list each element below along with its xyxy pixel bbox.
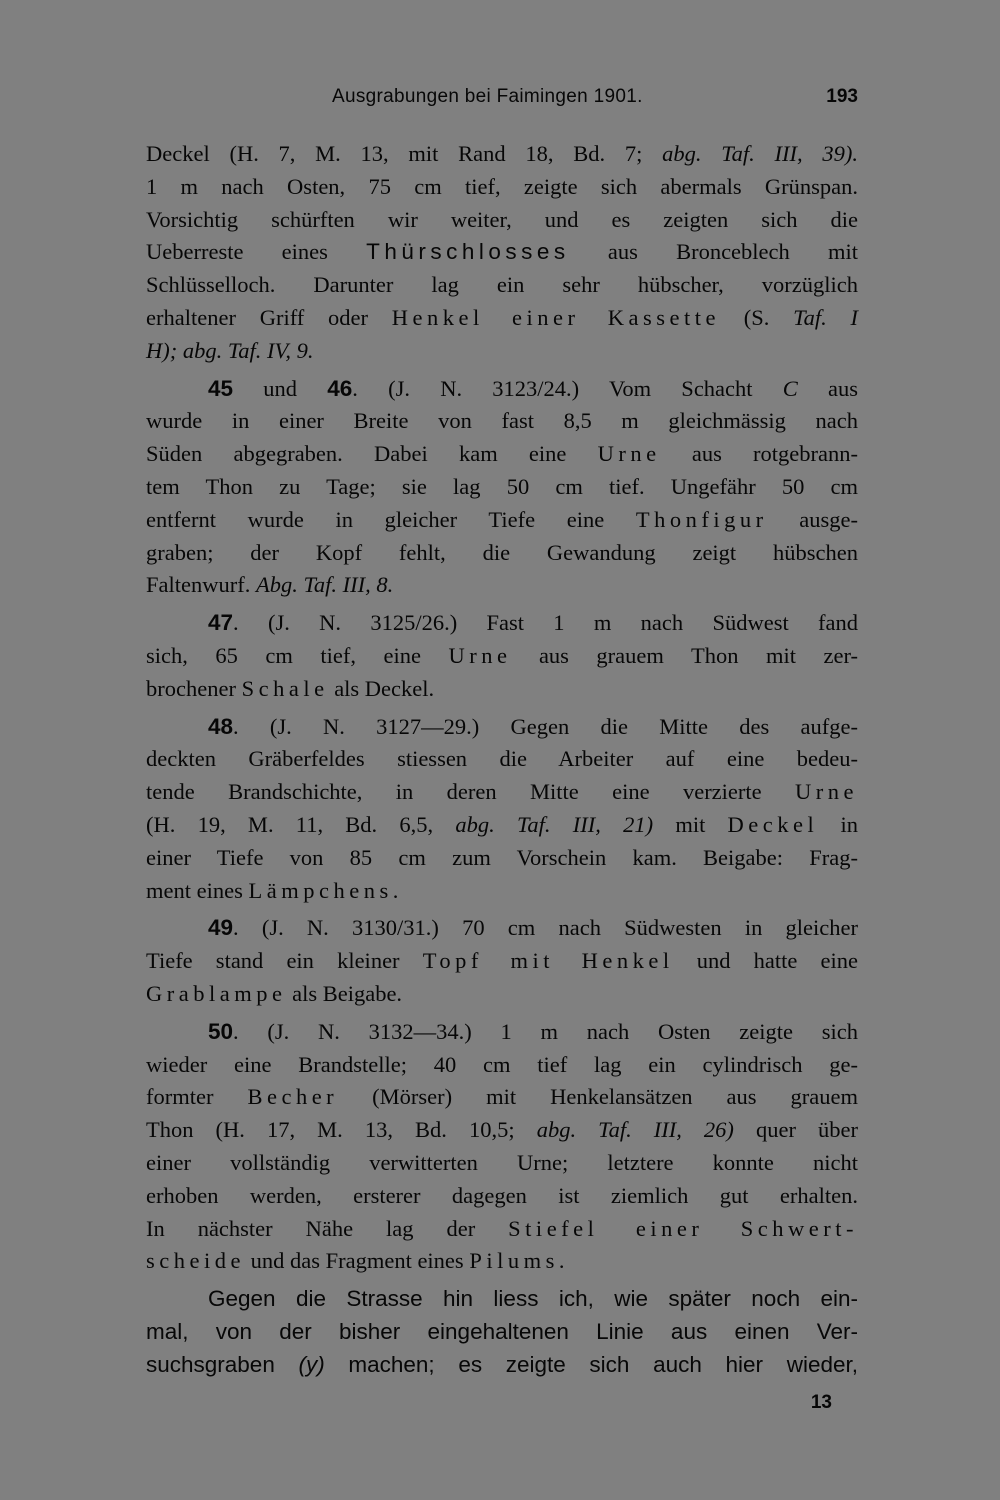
text-line: 1 m nach Osten, 75 cm tief, zeigte sich abermals Grünspan. xyxy=(146,173,858,199)
paragraph-49: 49. (J. N. 3130/31.) 70 cm nach Südwesten in gleicher xyxy=(208,915,858,941)
text-line: ment eines Lämpchens. xyxy=(146,877,399,903)
text-line: wurde in einer Breite von fast 8,5 m gleichmässig nach xyxy=(146,408,858,434)
text-line: einer Tiefe von 85 cm zum Vorschein kam. Beigabe: Frag- xyxy=(146,844,858,870)
text-line: (H. 19, M. 11, Bd. 6,5, abg. Taf. III, 21) mit Deckel in xyxy=(146,811,858,837)
spaced-term: Thürschlosses xyxy=(366,239,570,265)
spaced-term: Henkel einer Kassette xyxy=(391,304,720,330)
text-line: erhaltener Griff oder Henkel einer Kassette (S. Taf. I xyxy=(146,304,858,330)
spaced-term: Grablampe xyxy=(146,980,287,1006)
running-title: Ausgrabungen bei Faimingen 1901. xyxy=(332,86,643,107)
text-line: Grablampe als Beigabe. xyxy=(146,980,403,1006)
spaced-term: Schale xyxy=(241,675,329,701)
paragraph-48: 48. (J. N. 3127—29.) Gegen die Mitte des aufge- xyxy=(208,713,858,739)
paragraph-strasse: Gegen die Strasse hin liess ich, wie später noch ein- xyxy=(208,1286,858,1312)
text-line: suchsgraben (y) machen; es zeigte sich auch hier wieder, xyxy=(146,1351,858,1377)
spaced-term: Thonfigur xyxy=(635,506,768,532)
text-line: tem Thon zu Tage; sie lag 50 cm tief. Ungefähr 50 cm xyxy=(146,473,858,499)
text-line: Tiefe stand ein kleiner Topf mit Henkel und hatte eine xyxy=(146,948,858,974)
text-line: In nächster Nähe lag der Stiefel einer Schwert- xyxy=(146,1215,858,1241)
text-line: deckten Gräberfeldes stiessen die Arbeiter auf eine bedeu- xyxy=(146,746,858,772)
spaced-term: Topf mit Henkel xyxy=(422,948,674,974)
spaced-term: Pilums xyxy=(469,1248,559,1274)
spaced-term: Lämpchens xyxy=(248,877,393,903)
paragraph-50: 50. (J. N. 3132—34.) 1 m nach Osten zeigte sich xyxy=(208,1018,858,1044)
text-line: scheide und das Fragment eines Pilums. xyxy=(146,1248,565,1274)
body-text xyxy=(146,138,858,1381)
text-line: formter Becher (Mörser) mit Henkelansätzen aus grauem xyxy=(146,1084,858,1110)
text-line: erhoben werden, ersterer dagegen ist ziemlich gut erhalten. xyxy=(146,1182,858,1208)
text-line: Ueberreste eines Thürschlosses aus Bronceblech mit xyxy=(146,239,858,265)
spaced-term: Urne xyxy=(597,441,661,467)
text-line: H); abg. Taf. IV, 9. xyxy=(146,337,314,363)
text-line: Faltenwurf. Abg. Taf. III, 8. xyxy=(146,572,394,598)
running-header xyxy=(146,86,858,116)
page-number: 193 xyxy=(826,86,858,107)
text-line: Schlüsselloch. Darunter lag ein sehr hübscher, vorzüglich xyxy=(146,272,858,298)
spaced-term: Becher xyxy=(247,1084,339,1110)
text-line: Vorsichtig schürften wir weiter, und es zeigten sich die xyxy=(146,206,858,232)
spaced-term: Deckel xyxy=(727,811,819,837)
paragraph-47: 47. (J. N. 3125/26.) Fast 1 m nach Südwest fand xyxy=(208,610,858,636)
text-line: brochener Schale als Deckel. xyxy=(146,675,435,701)
text-line: Deckel (H. 7, M. 13, mit Rand 18, Bd. 7; abg. Taf. III, 39). xyxy=(146,141,858,166)
text-line: wieder eine Brandstelle; 40 cm tief lag ein cylindrisch ge- xyxy=(146,1051,858,1077)
text-line: entfernt wurde in gleicher Tiefe eine Thonfigur ausge- xyxy=(146,506,858,532)
text-line: graben; der Kopf fehlt, die Gewandung zeigt hübschen xyxy=(146,539,858,565)
spaced-term: Urne xyxy=(795,779,858,805)
text-line: mal, von der bisher eingehaltenen Linie aus einen Ver- xyxy=(146,1318,858,1344)
signature-mark: 13 xyxy=(810,1392,832,1413)
paragraph-45-46: 45 und 46. (J. N. 3123/24.) Vom Schacht C aus xyxy=(208,375,858,401)
spaced-term: scheide xyxy=(146,1248,245,1274)
text-line: sich, 65 cm tief, eine Urne aus grauem Thon mit zer- xyxy=(146,642,858,668)
spaced-term: Urne xyxy=(448,642,512,668)
text-line: einer vollständig verwitterten Urne; letztere konnte nicht xyxy=(146,1149,858,1175)
text-line: Süden abgegraben. Dabei kam eine Urne aus rotgebrann- xyxy=(146,441,859,467)
text-line: tende Brandschichte, in deren Mitte eine verzierte Urne xyxy=(146,779,858,805)
text-line: Thon (H. 17, M. 13, Bd. 10,5; abg. Taf. III, 26) quer über xyxy=(146,1117,859,1143)
spaced-term: Stiefel einer Schwert- xyxy=(508,1215,858,1241)
